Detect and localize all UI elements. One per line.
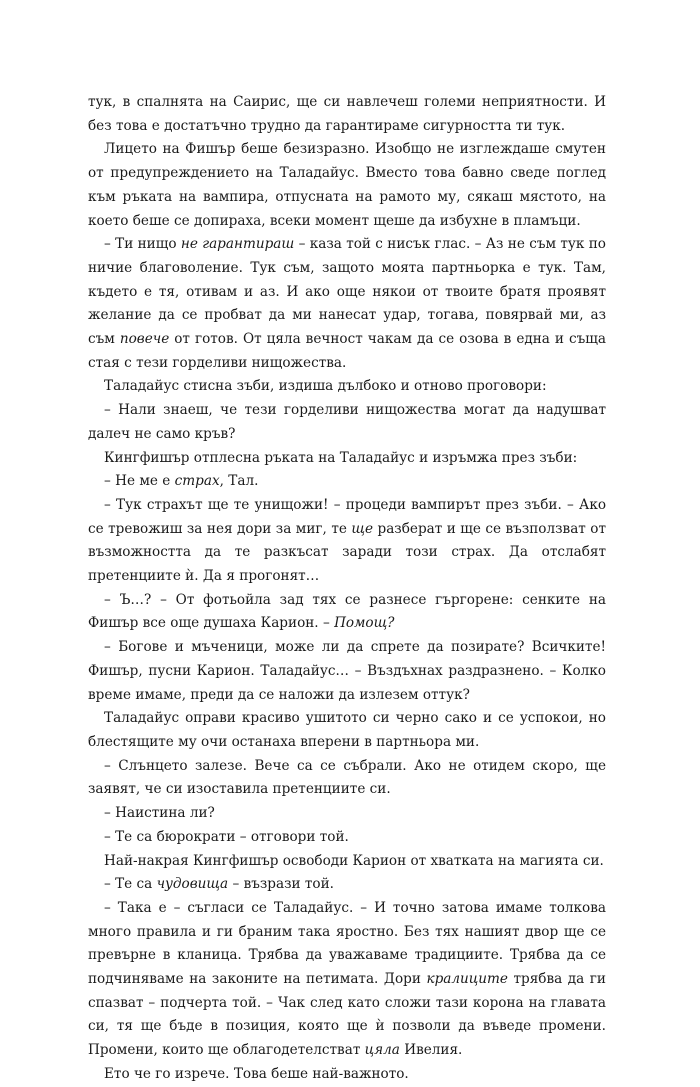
paragraph-7 [88,470,606,494]
italic-run: Помощ? [334,615,395,632]
text-run: – Тук страхът ще те унищожи! – процеди вампирът през зъби. – Ако се тревожиш за нея дори за миг, те [88,496,606,537]
text-run: трябва да ги спазват – подчерта той. – Чак след като сложи тази корона на главата си, тя ще бъде в позиция, която ще ѝ позволи да въведе промени. Промени, които ще облагодетелстват [88,971,606,1059]
italic-run: страх [174,473,220,490]
paragraph-12 [88,755,606,802]
text-run: Таладайус оправи красиво ушитото си черно сако и се успокои, но блестящите му очи останаха вперени в партньора ми. [88,710,606,750]
italic-run: ще [351,520,374,537]
text-run: , Тал. [219,473,259,490]
text-run: – Слънцето залезе. Вече са се събрали. Ако не отидем скоро, ще заявят, че си изоставила претенциите си. [88,757,606,798]
paragraph-1 [88,91,606,138]
paragraph-10 [88,636,606,707]
paragraph-16 [88,873,606,897]
text-run: разберат и ще се възползват от възможността да те разкъсат заради този страх. Да отслабят претенциите ѝ. Да я прогонят… [88,520,606,585]
text-run: – Те са бюрократи – отговори той. [104,828,349,845]
italic-run: повече [119,331,170,348]
paragraph-13 [88,802,606,826]
text-run: – Те са [104,876,157,893]
text-run: – Богове и мъченици, може ли да спрете да позирате? Всичките! Фишър, пусни Карион. Таладайус… – Въздъхнах раздразнено. – Колко време имаме, преди да се наложи да излезем оттук? [88,639,606,703]
text-run: – Не ме е [104,473,175,490]
text-run: Таладайус стисна зъби, издиша дълбоко и отново проговори: [104,378,547,395]
text-run: – възрази той. [228,876,334,893]
text-run: – каза той с нисък глас. – Аз не съм тук по ничие благоволение. Тук съм, защото моята партньорка е тук. Там, където е тя, отивам и аз. И ако още някои от твоите братя проявят желание да се пробват да ми нанесат удар, тогава, повярвай ми, аз съм [88,236,606,348]
paragraph-17 [88,897,606,1063]
text-run: Ивелия. [399,1042,463,1059]
italic-run: чудовища [156,876,229,893]
paragraph-14 [88,826,606,850]
paragraph-11 [88,707,606,754]
text-run: Лицето на Фишър беше безизразно. Изобщо не изглеждаше смутен от предупреждението на Таладайус. Вместо това бавно сведе поглед към ръката на вампира, отпусната на рамото му, сякаш мястото, на което беше се допираха, всеки момент щеше да избухне в пламъци. [88,141,606,229]
paragraph-5 [88,399,606,446]
text-run: – Нали знаеш, че тези горделиви нищожества могат да надушват далеч не само кръв? [88,402,606,442]
paragraph-9 [88,589,606,636]
paragraph-4 [88,375,606,399]
book-page-text [88,91,606,1087]
text-run: Кингфишър отплесна ръката на Таладайус и изръмжа през зъби: [104,449,578,466]
text-run: тук, в спалнята на Саирис, ще си навлечеш големи неприятности. И без това е достатъчно трудно да гарантираме сигурността ти тук. [88,94,606,134]
paragraph-3 [88,233,606,375]
text-run: – Ъ…? – От фотьойла зад тях се разнесе гъргорене: сенките на Фишър все още душаха Карион. – [88,591,606,632]
text-run: от готов. От цяла вечност чакам да се озова в една и съща стая с тези горделиви нищожества. [88,331,606,371]
italic-run: не гарантираш [180,236,295,253]
paragraph-8 [88,494,606,589]
text-run: – Ти нищо [104,236,181,253]
italic-run: цяла [364,1042,400,1059]
italic-run: кралиците [426,971,508,988]
text-run: – Така е – съгласи се Таладайус. – И точно затова имаме толкова много правила и ги браним така яростно. Без тях нашият двор ще се превърне в кланица. Трябва да уважаваме традициите. Трябва да се подчиняваме на законите на петимата. Дори [88,899,606,988]
paragraph-18 [88,1063,606,1087]
text-run: Най-накрая Кингфишър освободи Карион от хватката на магията си. [104,852,604,869]
paragraph-6 [88,447,606,471]
text-run: – Наистина ли? [104,805,215,822]
text-run: Ето че го изрече. Това беше най-важното. [104,1065,409,1082]
paragraph-15 [88,850,606,874]
paragraph-2 [88,138,606,233]
